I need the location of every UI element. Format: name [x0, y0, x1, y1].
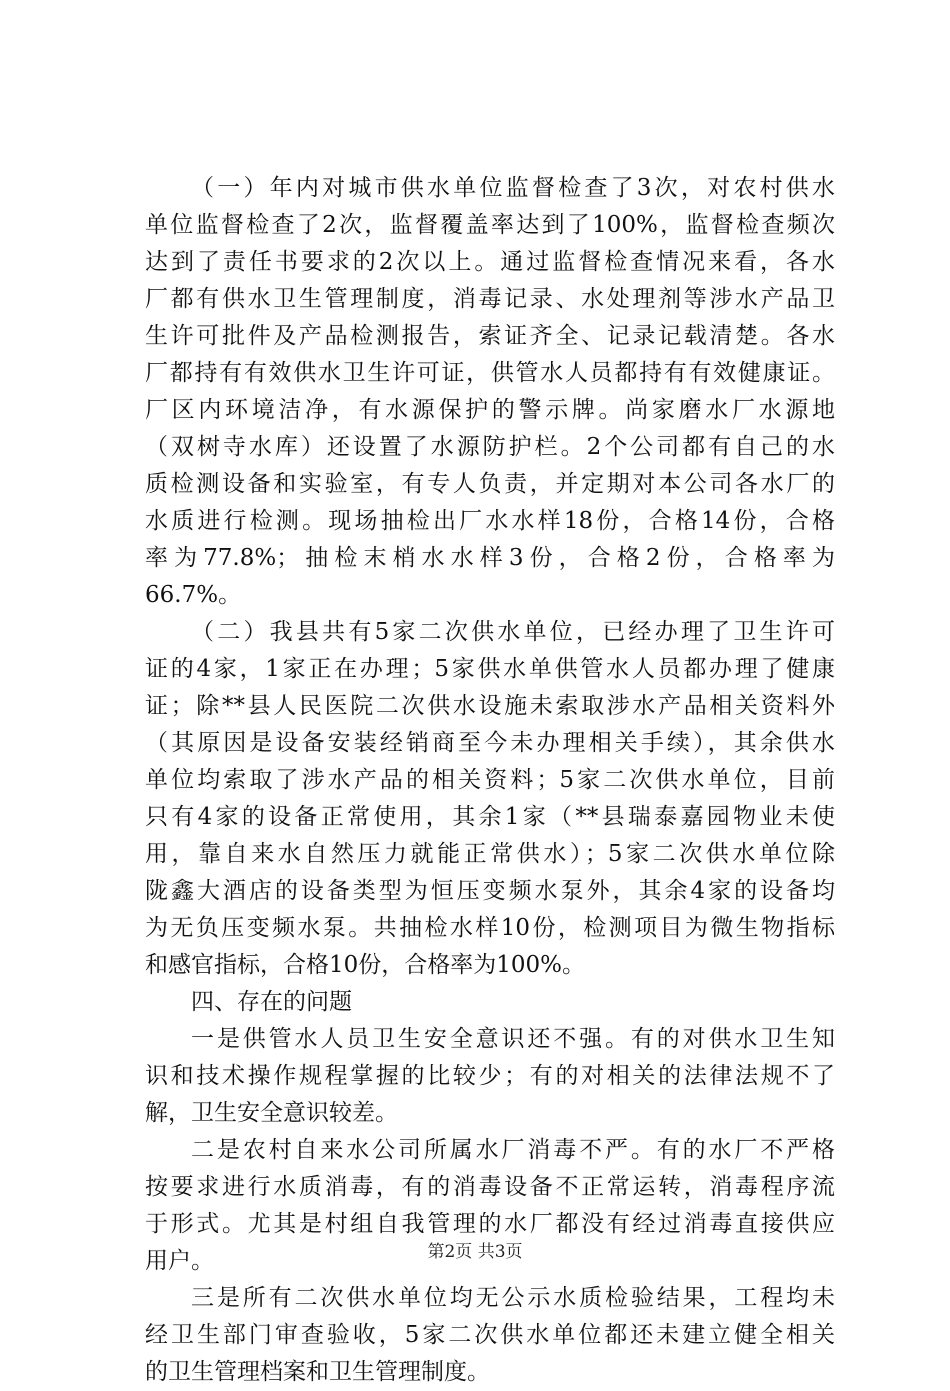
paragraph-2-line: 陇鑫大酒店的设备类型为恒压变频水泵外，其余4家的设备均 — [145, 878, 835, 904]
paragraph-2-line: 单位均索取了涉水产品的相关资料；5家二次供水单位，目前 — [145, 767, 835, 793]
paragraph-2-line: 证；除**县人民医院二次供水设施未索取涉水产品相关资料外 — [145, 693, 835, 719]
paragraph-1-line: （双树寺水库）还设置了水源防护栏。2个公司都有自己的水 — [145, 434, 835, 460]
paragraph-2-line: 只有4家的设备正常使用，其余1家（**县瑞泰嘉园物业未使 — [145, 804, 835, 830]
paragraph-5-line: 经卫生部门审查验收，5家二次供水单位都还未建立健全相关 — [145, 1322, 835, 1348]
paragraph-1-line: 质检测设备和实验室，有专人负责，并定期对本公司各水厂的 — [145, 471, 835, 497]
paragraph-2-line: 用，靠自来水自然压力就能正常供水）；5家二次供水单位除 — [145, 841, 835, 867]
paragraph-3-line: 识和技术操作规程掌握的比较少；有的对相关的法律法规不了 — [145, 1063, 835, 1089]
paragraph-1-line: 达到了责任书要求的2次以上。通过监督检查情况来看，各水 — [145, 249, 835, 275]
paragraph-1-line: 66.7%。 — [145, 582, 242, 608]
paragraph-1-line: 水质进行检测。现场抽检出厂水水样18份，合格14份，合格 — [145, 508, 835, 534]
document-body — [145, 170, 835, 1391]
paragraph-2-line: （其原因是设备安装经销商至今未办理相关手续），其余供水 — [145, 730, 835, 756]
paragraph-2-line: 和感官指标，合格10份，合格率为100%。 — [145, 952, 586, 978]
paragraph-5-line: 三是所有二次供水单位均无公示水质检验结果，工程均未 — [191, 1285, 835, 1311]
paragraph-1-line: 生许可批件及产品检测报告，索证齐全、记录记载清楚。各水 — [145, 323, 835, 349]
paragraph-5-line: 的卫生管理档案和卫生管理制度。 — [145, 1359, 490, 1385]
paragraph-2-line: 证的4家，1家正在办理；5家供水单供管水人员都办理了健康 — [145, 656, 835, 682]
section-heading: 四、存在的问题 — [191, 989, 352, 1015]
page-number-footer: 第2页 共3页 — [427, 1242, 523, 1262]
paragraph-1-line: 厂都持有有效供水卫生许可证，供管水人员都持有有效健康证。 — [145, 360, 835, 386]
paragraph-4-line: 二是农村自来水公司所属水厂消毒不严。有的水厂不严格 — [191, 1137, 835, 1163]
paragraph-1-line: 率为77.8%；抽检末梢水水样3份，合格2份，合格率为 — [145, 545, 835, 571]
paragraph-3-line: 解，卫生安全意识较差。 — [145, 1100, 398, 1126]
paragraph-4-line: 于形式。尤其是村组自我管理的水厂都没有经过消毒直接供应 — [145, 1211, 835, 1237]
paragraph-1-line: （一）年内对城市供水单位监督检查了3次，对农村供水 — [191, 175, 835, 201]
paragraph-3-line: 一是供管水人员卫生安全意识还不强。有的对供水卫生知 — [191, 1026, 835, 1052]
paragraph-2-line: 为无负压变频水泵。共抽检水样10份，检测项目为微生物指标 — [145, 915, 835, 941]
paragraph-4-line: 用户。 — [145, 1248, 214, 1274]
paragraph-1-line: 厂都有供水卫生管理制度，消毒记录、水处理剂等涉水产品卫 — [145, 286, 835, 312]
paragraph-1-line: 单位监督检查了2次，监督覆盖率达到了100%，监督检查频次 — [145, 212, 835, 238]
paragraph-2-line: （二）我县共有5家二次供水单位，已经办理了卫生许可 — [191, 619, 835, 645]
paragraph-1-line: 厂区内环境洁净，有水源保护的警示牌。尚家磨水厂水源地 — [145, 397, 835, 423]
paragraph-4-line: 按要求进行水质消毒，有的消毒设备不正常运转，消毒程序流 — [145, 1174, 835, 1200]
